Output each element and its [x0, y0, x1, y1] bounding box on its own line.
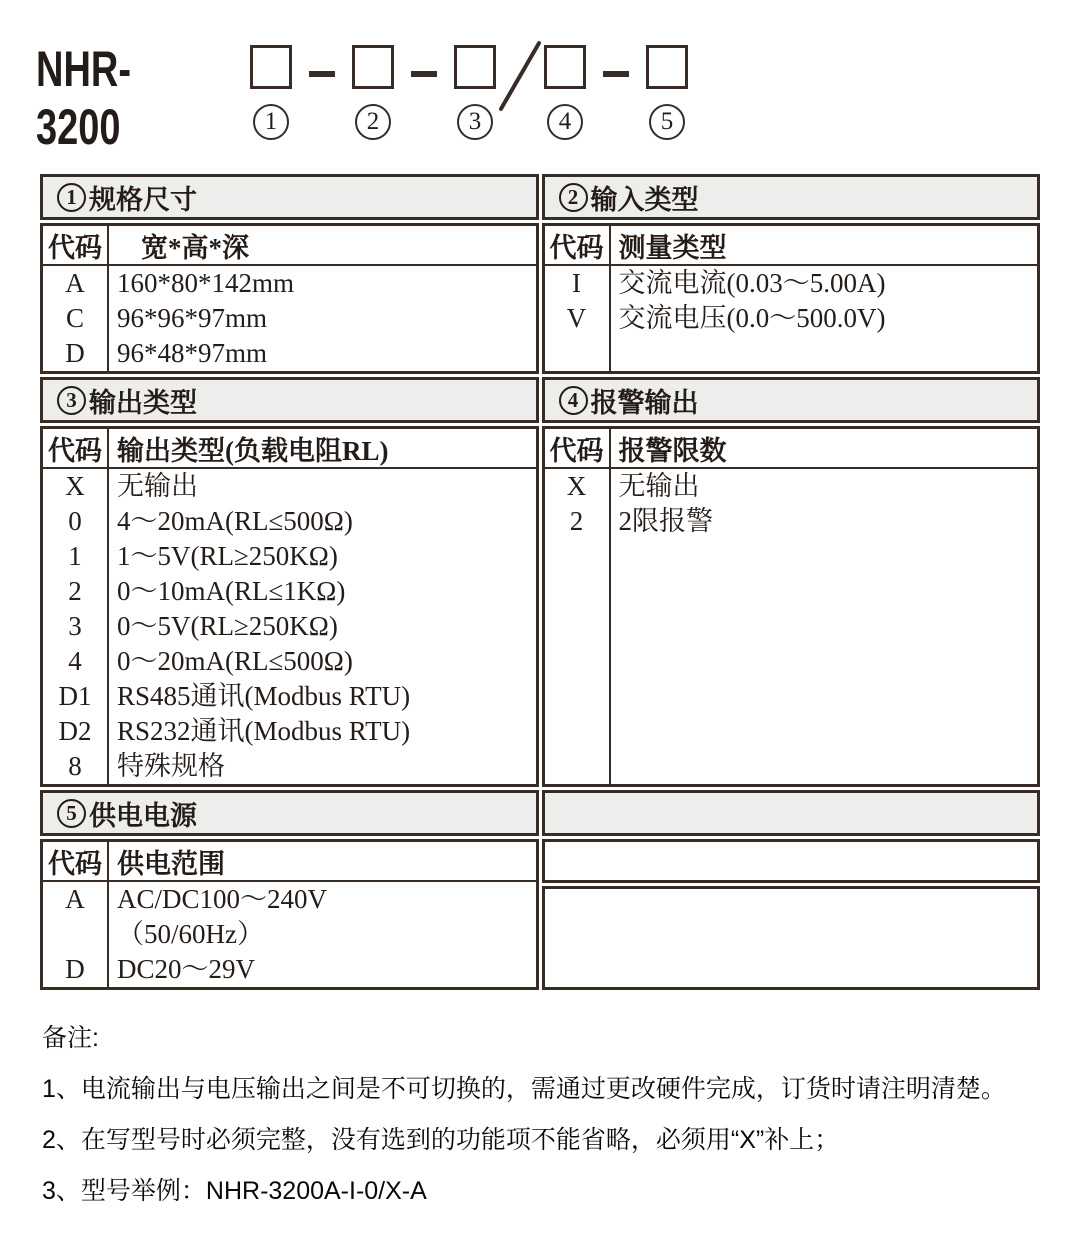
blank-code-box-5 [646, 45, 688, 89]
note-item-1: 1、电流输出与电压输出之间是不可切换的，需通过更改硬件完成，订货时请注明清楚。 [42, 1075, 1006, 1103]
section1-table-body [43, 266, 536, 371]
code-cell: D [65, 954, 85, 984]
code-cell: A [65, 268, 85, 298]
section3-table-head [43, 429, 536, 469]
code-cell: C [65, 303, 84, 333]
table-column-left [40, 174, 539, 990]
code-cell: A [65, 884, 85, 914]
section2-table-head [545, 226, 1038, 266]
section3-table [40, 426, 539, 787]
spec-tables [40, 174, 1040, 990]
code-cell: D2 [58, 716, 92, 746]
value-cell: 96*96*97mm [117, 303, 268, 333]
model-slot-4 [542, 38, 588, 140]
code-cell: 2 [68, 576, 82, 606]
model-slot-1 [248, 38, 294, 140]
value-column-header: 测量类型 [618, 232, 727, 263]
value-cell: 2限报警 [618, 506, 713, 536]
section5-right-empty-header [542, 839, 1041, 883]
position-circle-5: 5 [649, 104, 685, 140]
section4-table [542, 426, 1041, 787]
value-column-header: 供电范围 [117, 848, 225, 879]
section4-title: 报警输出 [590, 387, 699, 418]
section3-number-icon: 3 [57, 386, 86, 415]
code-cells [43, 882, 109, 987]
code-cell: 4 [68, 646, 82, 676]
section5-header [40, 790, 539, 836]
value-cell: RS232通讯(Modbus RTU) [117, 716, 411, 746]
blank-code-box-4 [544, 45, 586, 89]
model-slot-3 [452, 38, 498, 140]
value-cell: DC20～29V [117, 954, 256, 984]
code-cell: V [566, 303, 587, 333]
section4-header [542, 377, 1041, 423]
value-column-header: 宽*高*深 [141, 232, 249, 263]
section2-header [542, 174, 1041, 220]
model-code-line [36, 38, 1080, 156]
code-column-header: 代码 [43, 842, 109, 880]
position-circle-1: 1 [253, 104, 289, 140]
section1-table-head [43, 226, 536, 266]
code-cells [43, 469, 109, 784]
position-circle-3: 3 [457, 104, 493, 140]
section1-number-icon: 1 [57, 183, 86, 212]
section5-table [40, 839, 539, 990]
value-cell: 0～5V(RL≥250KΩ) [117, 611, 338, 641]
section5-right-empty-body [542, 886, 1041, 990]
model-slot-5 [644, 38, 690, 140]
section5-table-head [43, 842, 536, 882]
note-item-2: 2、在写型号时必须完整，没有选到的功能项不能省略，必须用“X”补上； [42, 1126, 840, 1154]
note-item-3: 3、型号举例：NHR-3200A-I-0/X-A [42, 1177, 427, 1205]
section4-number-icon: 4 [559, 386, 588, 415]
blank-code-box-3 [454, 45, 496, 89]
table-column-right [542, 174, 1041, 990]
slash-separator [498, 40, 541, 111]
section3-title: 输出类型 [89, 387, 197, 418]
section2-number-icon: 2 [559, 183, 588, 212]
section1-header [40, 174, 539, 220]
value-cell: 0～20mA(RL≤500Ω) [117, 646, 353, 676]
code-cell [43, 917, 107, 952]
value-cell: 交流电压(0.0～500.0V) [618, 303, 886, 333]
model-slot-2 [350, 38, 396, 140]
section4-table-head [545, 429, 1038, 469]
section4-table-body [545, 469, 1038, 784]
notes-block [42, 1024, 1080, 1205]
value-cell: RS485通讯(Modbus RTU) [117, 681, 411, 711]
code-column-header: 代码 [43, 429, 109, 467]
notes-label: 备注: [42, 1024, 99, 1052]
value-cell: 0～10mA(RL≤1KΩ) [117, 576, 346, 606]
model-title: NHR-3200 [36, 41, 131, 155]
section5-table-body [43, 882, 536, 987]
code-cells [545, 266, 611, 371]
code-cell: I [572, 268, 581, 298]
section1-table [40, 223, 539, 374]
section5-title: 供电电源 [89, 800, 197, 831]
value-cell: AC/DC100～240V [117, 884, 328, 914]
section3-table-body [43, 469, 536, 784]
code-cells [545, 469, 611, 784]
position-circle-2: 2 [355, 104, 391, 140]
code-column-header: 代码 [43, 226, 109, 264]
dash-separator-2 [411, 71, 437, 77]
section1-title: 规格尺寸 [89, 184, 197, 215]
value-cells [109, 882, 536, 987]
model-code-slots [248, 38, 690, 140]
code-column-header: 代码 [545, 429, 611, 467]
value-cells [109, 266, 536, 371]
code-cell: D [65, 338, 85, 368]
value-cells [109, 469, 536, 784]
code-column-header: 代码 [545, 226, 611, 264]
blank-code-box-2 [352, 45, 394, 89]
value-cells [611, 469, 1038, 784]
value-cell: 无输出 [117, 471, 198, 501]
dash-separator-3 [603, 71, 629, 77]
value-cells [611, 266, 1038, 371]
position-circle-4: 4 [547, 104, 583, 140]
value-cell: 96*48*97mm [117, 338, 268, 368]
section2-table [542, 223, 1041, 374]
code-cell: 8 [68, 751, 82, 781]
code-cell: 1 [68, 541, 82, 571]
code-cell: X [65, 471, 85, 501]
value-cell: 160*80*142mm [117, 268, 295, 298]
section2-table-body [545, 266, 1038, 371]
code-cell: 2 [569, 506, 584, 536]
blank-code-box-1 [250, 45, 292, 89]
value-cell: 4～20mA(RL≤500Ω) [117, 506, 353, 536]
value-column-header: 输出类型(负载电阻RL) [117, 435, 389, 466]
value-cell: 特殊规格 [117, 751, 225, 781]
code-cell: X [566, 471, 587, 501]
code-cells [43, 266, 109, 371]
value-column-header: 报警限数 [618, 435, 727, 466]
section2-title: 输入类型 [590, 184, 699, 215]
code-cell: 0 [68, 506, 82, 536]
dash-separator-1 [309, 71, 335, 77]
value-cell: （50/60Hz） [117, 919, 264, 949]
section3-header [40, 377, 539, 423]
value-cell: 交流电流(0.03～5.00A) [618, 268, 886, 298]
value-cell: 1～5V(RL≥250KΩ) [117, 541, 338, 571]
code-cell: D1 [58, 681, 92, 711]
code-cell: 3 [68, 611, 82, 641]
section5-right-blank-band [542, 790, 1041, 836]
section5-number-icon: 5 [57, 799, 86, 828]
value-cell: 无输出 [618, 471, 700, 501]
